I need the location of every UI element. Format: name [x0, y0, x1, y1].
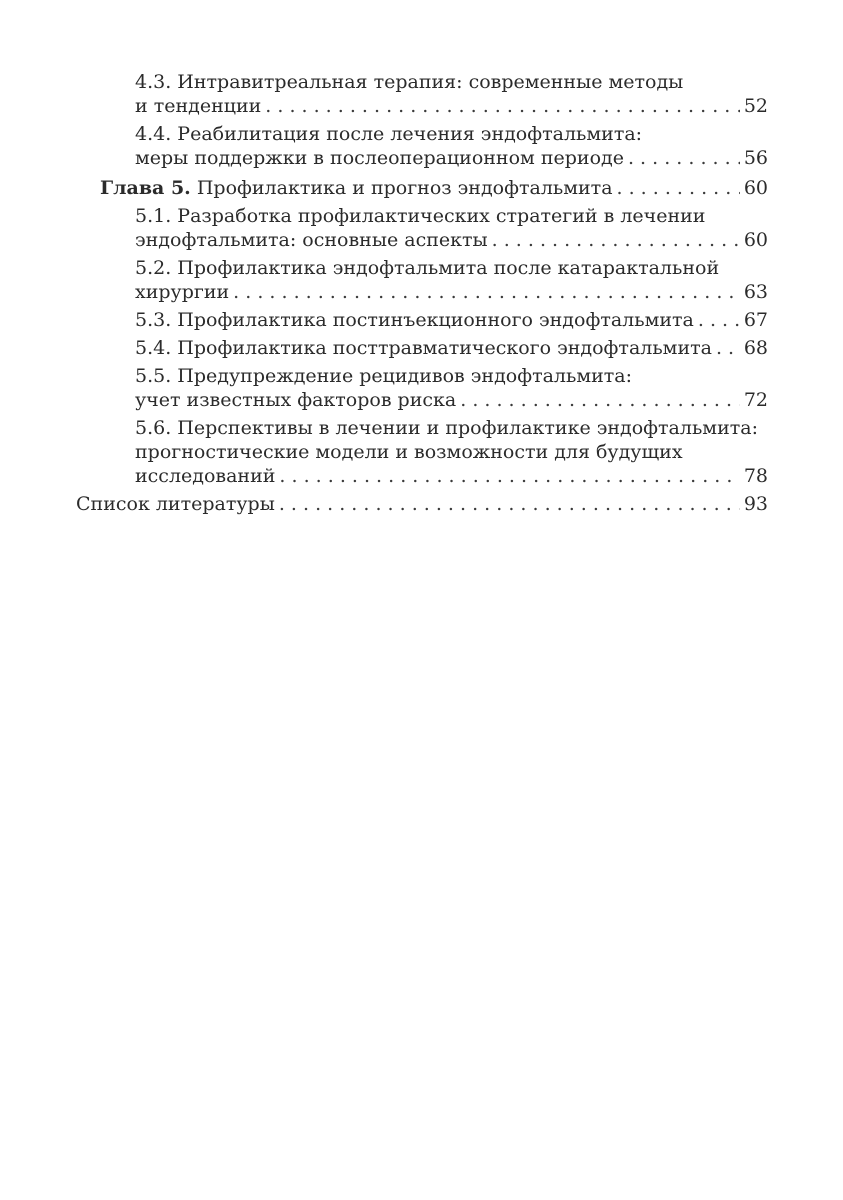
- toc-entry-title-last: исследований: [135, 465, 276, 487]
- dot-leader: [265, 94, 740, 118]
- dot-leader: [460, 388, 740, 412]
- page-number: 56: [743, 147, 768, 169]
- toc-entry-title-line: 5.2. Профилактика эндофтальмита после катарактальной: [135, 257, 720, 279]
- page-number: 93: [743, 493, 768, 515]
- toc-entry-5-5[interactable]: [135, 364, 768, 412]
- toc-entry-title-line: 5.5. Предупреждение рецидивов эндофтальмита:: [135, 365, 633, 387]
- toc-entry-title-last: учет известных факторов риска: [135, 389, 457, 411]
- dot-leader: [279, 492, 740, 516]
- page-number: 68: [743, 337, 768, 359]
- dot-leader: [279, 464, 739, 488]
- toc-entry-5-4[interactable]: [135, 336, 768, 360]
- toc-entry-title-last: и тенденции: [135, 95, 262, 117]
- dot-leader: [716, 336, 740, 360]
- dot-leader: [698, 308, 740, 332]
- page-number: 60: [743, 177, 768, 199]
- toc-entry-references[interactable]: [76, 492, 768, 516]
- toc-entry-title-line: 5.1. Разработка профилактических стратегий в лечении: [135, 205, 706, 227]
- dot-leader: [233, 280, 740, 304]
- toc-entry-title-last: хирургии: [135, 281, 230, 303]
- toc-entry-chapter-5[interactable]: [100, 176, 768, 200]
- chapter-label: Глава 5.: [100, 177, 191, 199]
- toc-entry-title-last: меры поддержки в послеоперационном периоде: [135, 147, 624, 169]
- toc-entry-4-3[interactable]: [135, 70, 768, 118]
- dot-leader: [492, 228, 740, 252]
- toc-entry-5-1[interactable]: [135, 204, 768, 252]
- page-number: 52: [743, 95, 768, 117]
- page-number: 63: [743, 281, 768, 303]
- page-number: 67: [743, 309, 768, 331]
- toc-entry-title-last: 5.4. Профилактика посттравматического эндофтальмита: [135, 337, 712, 359]
- toc-entry-title-last: 5.3. Профилактика постинъекционного эндофтальмита: [135, 309, 694, 331]
- page-number: 78: [743, 465, 768, 487]
- toc-entry-title-line: прогностические модели и возможности для будущих: [135, 441, 683, 463]
- toc-entry-5-6[interactable]: [135, 416, 768, 488]
- toc-entry-title-line: 5.6. Перспективы в лечении и профилактике эндофтальмита:: [135, 417, 758, 439]
- toc-entry-title-last: эндофтальмита: основные аспекты: [135, 229, 488, 251]
- page-number: 60: [743, 229, 768, 251]
- page-number: 72: [743, 389, 768, 411]
- dot-leader: [617, 176, 740, 200]
- toc-entry-title-last: Список литературы: [76, 493, 275, 515]
- toc-entry-title-line: 4.3. Интравитреальная терапия: современные методы: [135, 71, 684, 93]
- toc-entry-5-3[interactable]: [135, 308, 768, 332]
- dot-leader: [628, 146, 740, 170]
- toc-entry-5-2[interactable]: [135, 256, 768, 304]
- toc-entry-4-4[interactable]: [135, 122, 768, 170]
- toc-entry-title-line: 4.4. Реабилитация после лечения эндофтальмита:: [135, 123, 643, 145]
- toc-entry-title-last: Профилактика и прогноз эндофтальмита: [196, 177, 613, 199]
- table-of-contents: [76, 70, 768, 520]
